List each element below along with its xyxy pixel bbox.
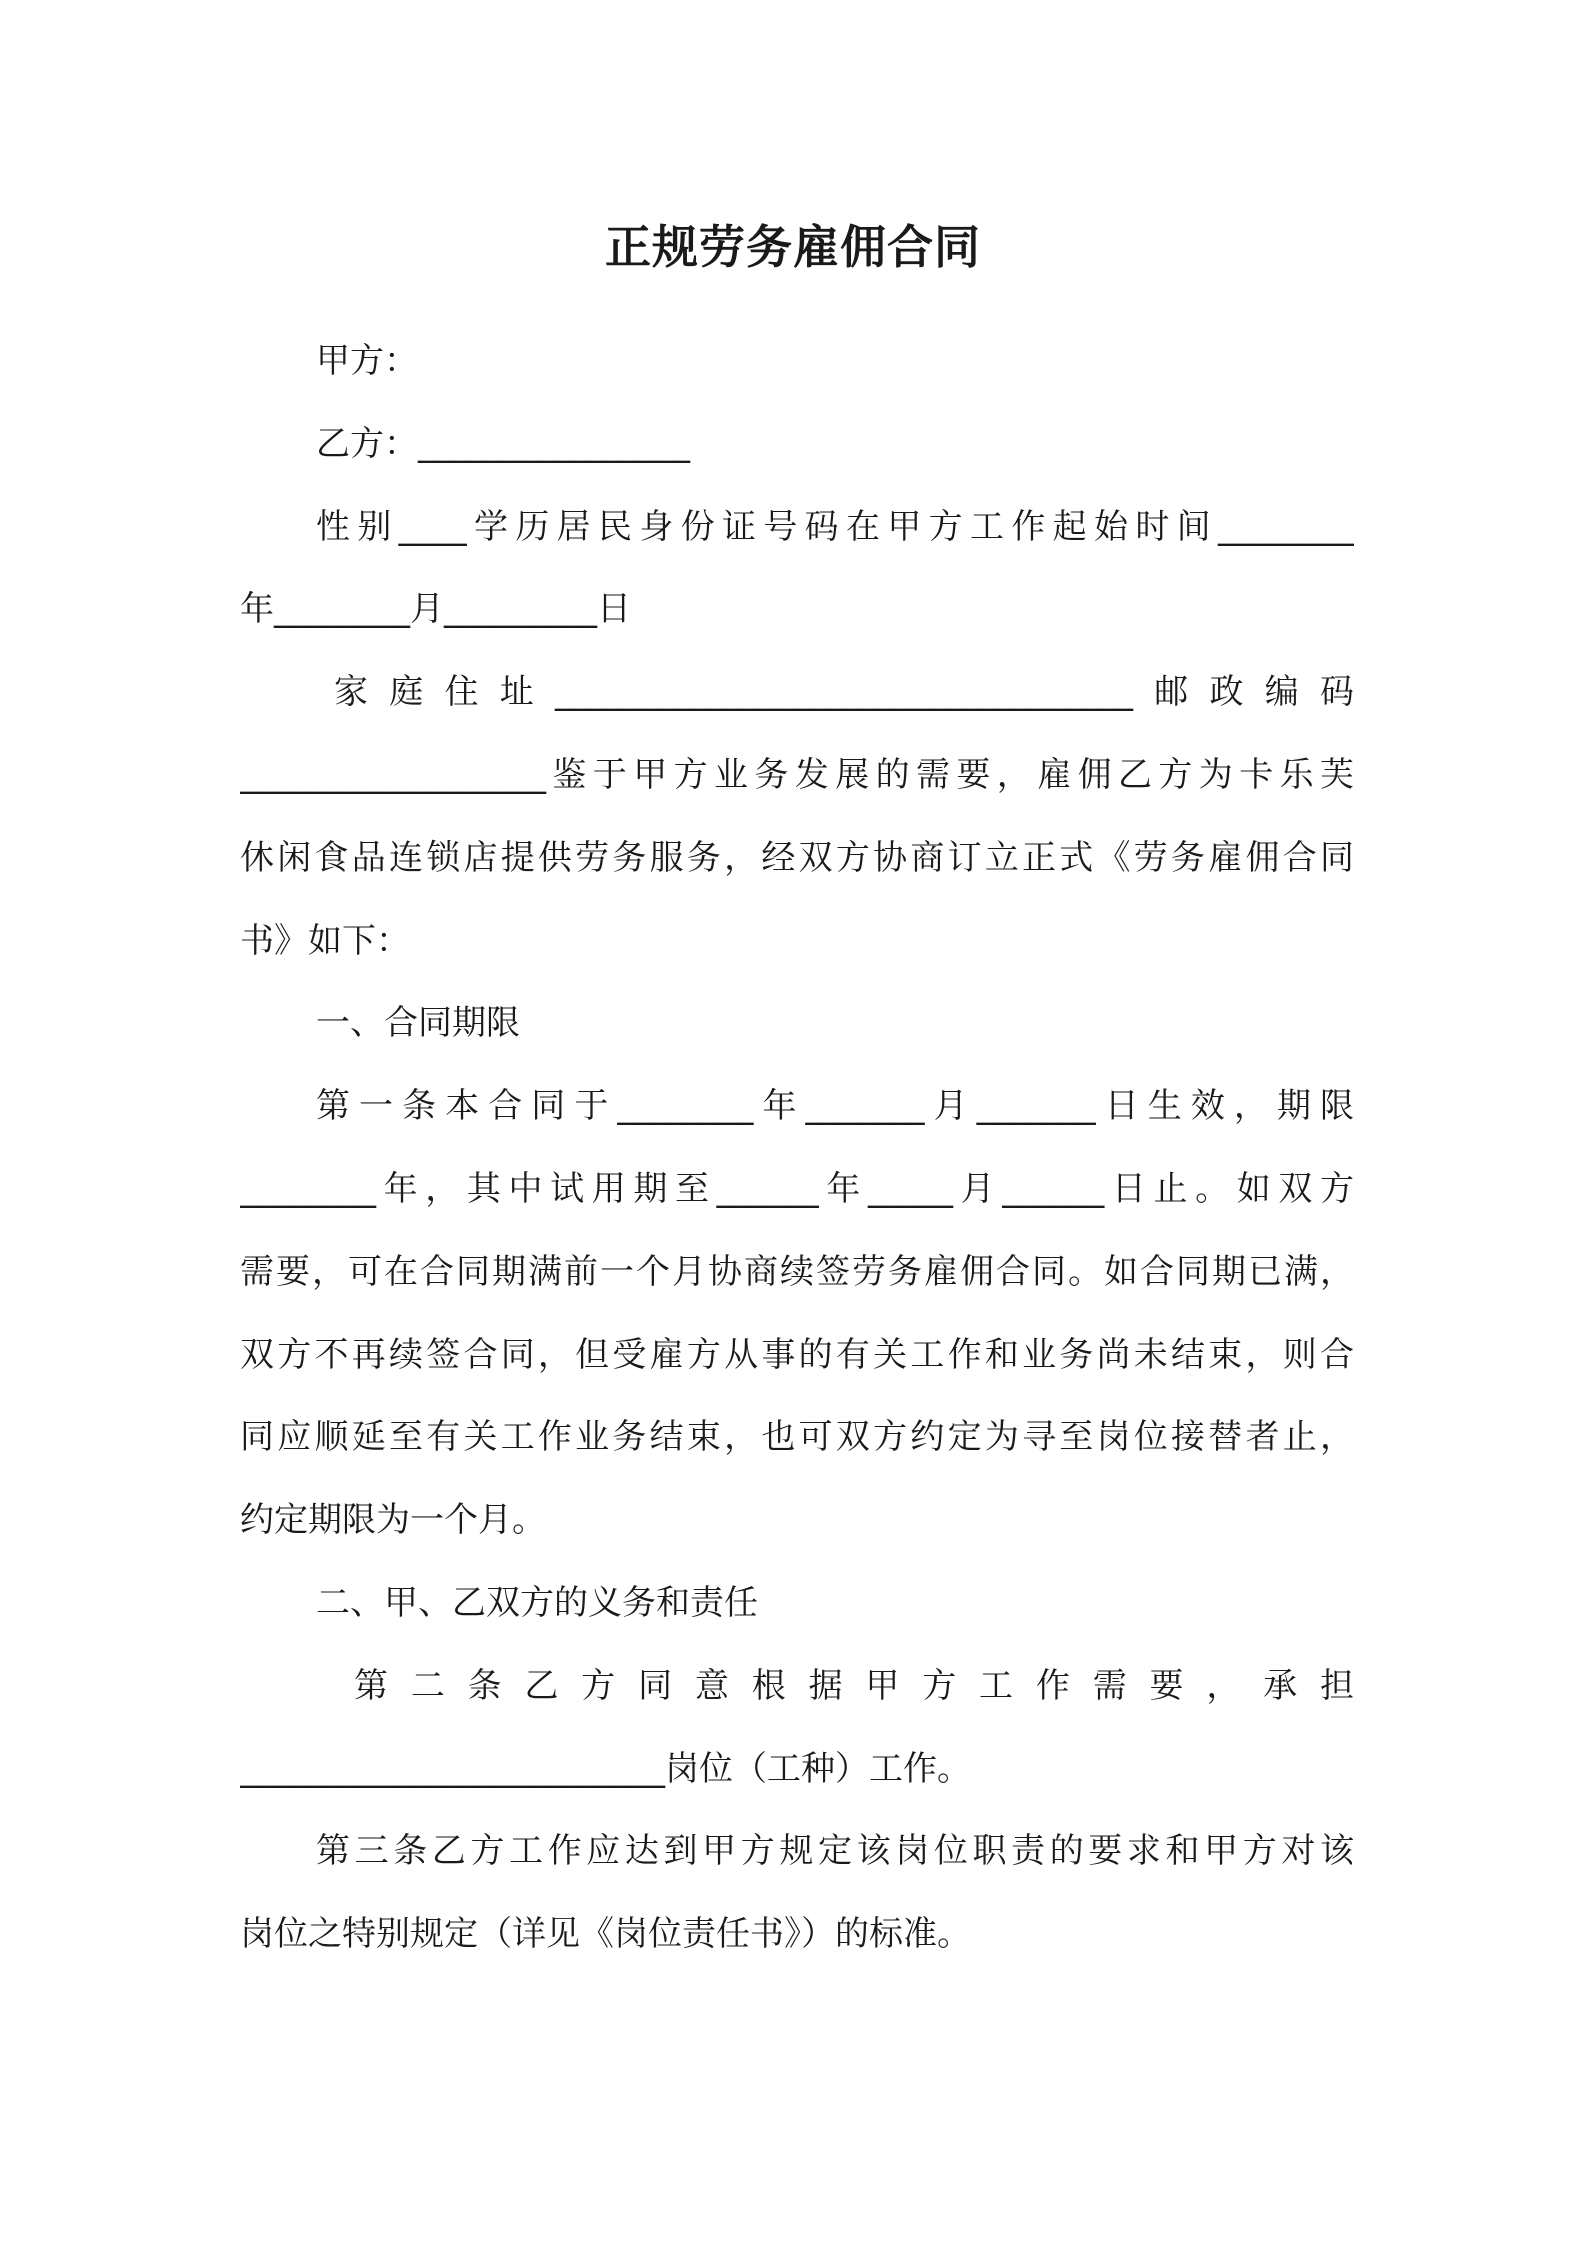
document-title: 正规劳务雇佣合同 [605, 220, 981, 274]
article-1-line: 约定期限为一个月。 [240, 1500, 546, 1541]
article-1-line: 同应顺延至有关工作业务结束，也可双方约定为寻至岗位接替者止， [240, 1417, 1354, 1458]
article-3-line: 岗位之特别规定（详见《岗位责任书》）的标准。 [240, 1914, 971, 1955]
paragraph-line: 书》如下： [240, 920, 410, 961]
info-line-1: 性别____学历居民身份证号码在甲方工作起始时间________ [316, 506, 1354, 547]
article-1-line: 双方不再续签合同，但受雇方从事的有关工作和业务尚未结束，则合 [240, 1334, 1354, 1375]
section-heading-1: 一、合同期限 [316, 1003, 520, 1044]
document-body [240, 320, 1354, 1976]
party-a-line: 甲方： [316, 341, 418, 381]
article-3-line: 第三条乙方工作应达到甲方规定该岗位职责的要求和甲方对该 [316, 1831, 1354, 1872]
address-line: 家庭住址__________________________________邮政编码 [334, 672, 1354, 713]
section-heading-2: 二、甲、乙双方的义务和责任 [316, 1582, 758, 1623]
article-1-line: ________年，其中试用期至______年_____月______日止。如双方 [240, 1168, 1354, 1209]
paragraph-line: 休闲食品连锁店提供劳务服务，经双方协商订立正式《劳务雇佣合同 [240, 837, 1354, 878]
party-b-line: 乙方：________________ [316, 423, 690, 464]
article-2-line: 第二条乙方同意根据甲方工作需要，承担 [354, 1665, 1354, 1706]
article-1-line: 第一条本合同于________年_______月_______日生效，期限 [316, 1086, 1354, 1127]
info-line-2: 年________月_________日 [240, 589, 631, 630]
article-2-line: _________________________岗位（工种）工作。 [240, 1748, 971, 1789]
paragraph-line: __________________鉴于甲方业务发展的需要，雇佣乙方为卡乐芙 [240, 754, 1354, 795]
article-1-line: 需要，可在合同期满前一个月协商续签劳务雇佣合同。如合同期已满， [240, 1251, 1354, 1292]
